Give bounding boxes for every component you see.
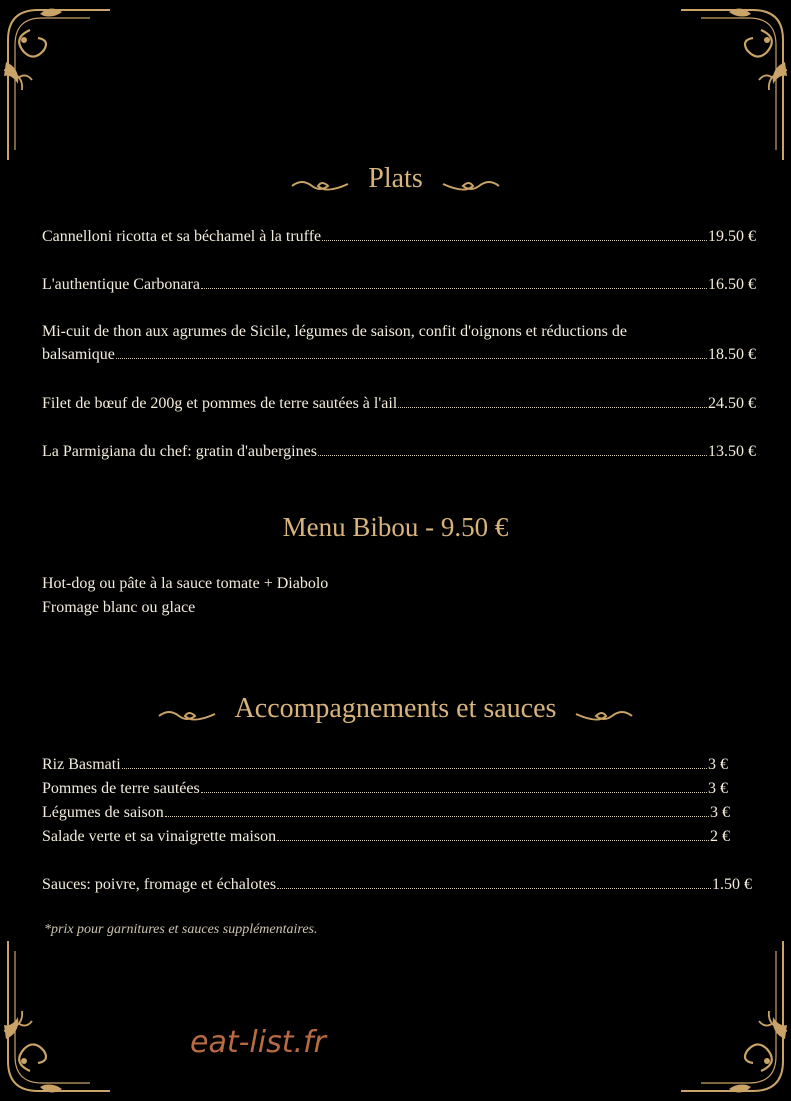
item-name: Riz Basmati: [42, 756, 121, 773]
item-name-line1: Mi-cuit de thon aux agrumes de Sicile, légumes de saison, confit d'oignons et réductions de: [42, 323, 627, 340]
side-item: [42, 801, 730, 824]
flourish-icon: [290, 170, 350, 188]
item-name: Filet de bœuf de 200g et pommes de terre sautées à l'ail: [42, 395, 398, 412]
section-title-accompagnements: [0, 693, 791, 725]
item-name: L'authentique Carbonara: [42, 276, 200, 293]
dot-leader: [277, 840, 709, 841]
dot-leader: [322, 240, 707, 241]
dot-leader: [165, 816, 709, 817]
flourish-icon: [157, 700, 217, 718]
section-title-bibou: [0, 512, 791, 543]
corner-ornament-top-right: [681, 0, 791, 165]
dot-leader: [116, 358, 707, 359]
dot-leader: [122, 768, 707, 769]
menu-item: [42, 225, 756, 248]
item-price: 24.50 €: [708, 395, 756, 412]
item-price: 2 €: [710, 828, 730, 845]
corner-ornament-bottom-left: [0, 936, 110, 1101]
plats-title: Plats: [368, 163, 423, 194]
flourish-icon: [574, 700, 634, 718]
corner-ornament-bottom-right: [681, 936, 791, 1101]
dot-leader: [318, 455, 707, 456]
side-item: [42, 753, 728, 776]
item-price: 3 €: [708, 780, 728, 797]
dot-leader: [277, 888, 711, 889]
item-name: Salade verte et sa vinaigrette maison: [42, 828, 277, 845]
item-price: 19.50 €: [708, 228, 756, 245]
section-title-plats: [0, 163, 791, 195]
item-price: 3 €: [708, 756, 728, 773]
flourish-icon: [441, 170, 501, 188]
dot-leader: [201, 288, 707, 289]
corner-ornament-top-left: [0, 0, 110, 165]
item-price: 1.50 €: [712, 876, 752, 893]
item-name: Pommes de terre sautées: [42, 780, 200, 797]
sauces-item: [42, 873, 752, 896]
item-price: 18.50 €: [708, 346, 756, 363]
item-name: balsamique: [42, 346, 115, 363]
watermark: eat-list.fr: [190, 1025, 326, 1060]
accompagnements-title: Accompagnements et sauces: [234, 693, 557, 724]
item-name: Légumes de saison: [42, 804, 164, 821]
dot-leader: [398, 407, 707, 408]
item-name: Sauces: poivre, fromage et échalotes: [42, 876, 277, 893]
bibou-line: Hot-dog ou pâte à la sauce tomate + Diabolo: [42, 575, 329, 592]
menu-item: [42, 273, 756, 296]
side-item: [42, 777, 728, 800]
menu-item: [42, 320, 756, 366]
dot-leader: [201, 792, 707, 793]
item-price: 13.50 €: [708, 443, 756, 460]
side-item: [42, 825, 730, 848]
item-name: La Parmigiana du chef: gratin d'aubergines: [42, 443, 317, 460]
menu-item: [42, 392, 756, 415]
item-price: 3 €: [710, 804, 730, 821]
bibou-line: Fromage blanc ou glace: [42, 599, 196, 616]
price-note: *prix pour garnitures et sauces supplémentaires.: [44, 922, 318, 937]
item-name: Cannelloni ricotta et sa béchamel à la truffe: [42, 228, 322, 245]
bibou-title: Menu Bibou - 9.50 €: [282, 512, 509, 542]
menu-item: [42, 440, 756, 463]
item-price: 16.50 €: [708, 276, 756, 293]
